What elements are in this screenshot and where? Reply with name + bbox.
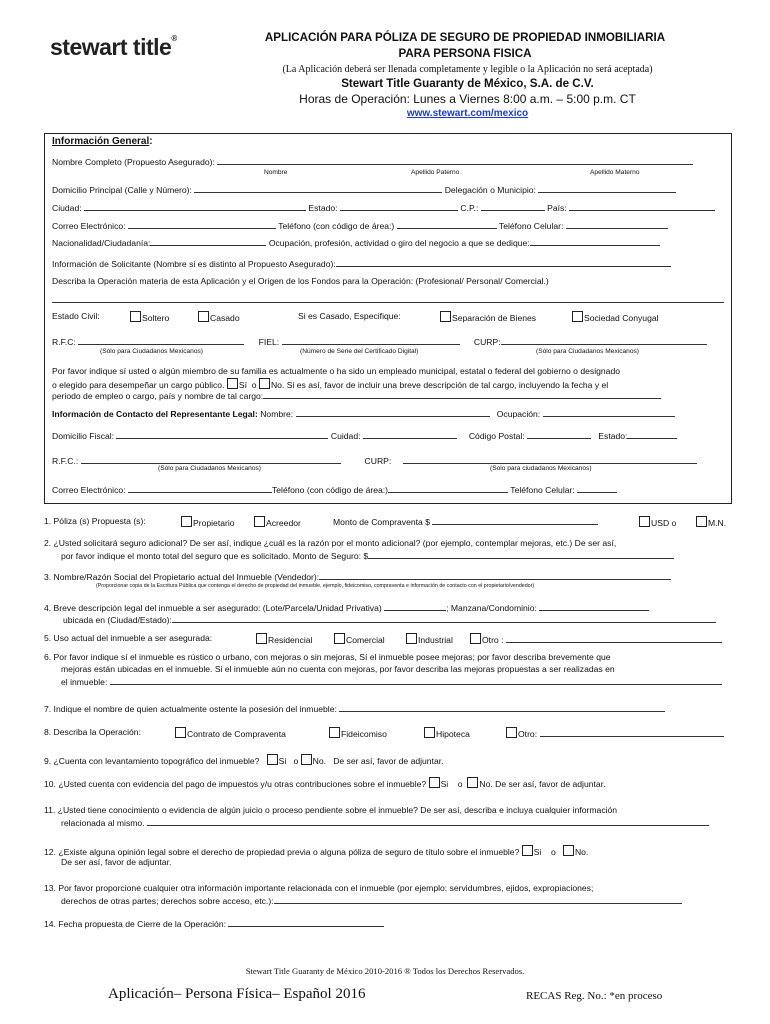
operation-origin-field[interactable]	[52, 294, 724, 303]
question-10: 10. ¿Usted cuenta con evidencia del pago de impuestos y/u otras contribuciones sobre el inmueble? Si o No. De ser así, favor de adjuntar.	[44, 779, 606, 789]
applicant-row: Información de Solicitante (Nombre si es distinto al Propuesto Asegurado):	[52, 258, 671, 269]
separacion-checkbox[interactable]	[440, 311, 451, 322]
question-2-line2: por favor indique el monto total del seguro que es solicitado. Monto de Seguro: $	[61, 550, 674, 561]
question-2-line1: 2. ¿Usted solicitará seguro adicional? De ser así, indique ¿cuál es la razón por el monto adicional? (por ejemplo, contemplar mejoras, etc.) De ser así,	[44, 538, 617, 548]
operation-origin-label: Describa la Operación materia de esta Aplicación y el Origen de los Fondos para la Operación: (Profesional/ Personal/ Comercial.)	[52, 276, 549, 286]
city-row: Ciudad: Estado: C.P.: País:	[52, 202, 715, 213]
fiscal-address-field[interactable]	[116, 430, 328, 439]
rep-row: Información de Contacto del Representante Legal: Nombre: Ocupación:	[52, 408, 675, 419]
mn-checkbox[interactable]	[696, 516, 707, 527]
rep-city-field[interactable]	[363, 430, 457, 439]
contrato-checkbox[interactable]	[175, 727, 186, 738]
impuestos-no-checkbox[interactable]	[467, 777, 478, 788]
occupation-field[interactable]	[530, 237, 660, 246]
rep-occupation-field[interactable]	[543, 408, 675, 417]
company-name: Stewart Title Guaranty de México, S.A. de C.V.	[341, 77, 594, 90]
rep-email-field[interactable]	[128, 484, 272, 493]
propietario-checkbox[interactable]	[181, 516, 192, 527]
question-3-note: (Proporcionar copia de la Escritura Pública que contenga el derecho de propiedad del inmueble, ejemplo, fideicomiso, compraventa e información de contacto con el propietario/vendedor)	[96, 583, 535, 589]
industrial-checkbox[interactable]	[406, 633, 417, 644]
question-9: 9. ¿Cuenta con levantamiento topográfico del inmueble? Si o No. De ser así, favor de adjuntar.	[44, 756, 444, 766]
mejoras-field[interactable]	[110, 676, 722, 685]
question-11-line2: relacionada al mismo.	[61, 817, 709, 828]
sociedad-checkbox[interactable]	[572, 311, 583, 322]
phone-field[interactable]	[397, 220, 497, 229]
stewart-title-logo: stewart title®	[50, 34, 177, 60]
otra-info-field[interactable]	[274, 895, 682, 904]
rep-state-field[interactable]	[627, 430, 677, 439]
rep-id-row: R.F.C.: CURP:	[52, 455, 697, 466]
pep-line2: o elegido para desempeñar un cargo público. Sí o No. Si es así, favor de incluir una breve descripción de tal cargo, incluyendo la fecha y el	[52, 380, 609, 390]
comercial-checkbox[interactable]	[334, 633, 345, 644]
form-title-line1: APLICACIÓN PARA PÓLIZA DE SEGURO DE PROPIEDAD INMOBILIARIA	[264, 31, 666, 44]
opinion-si-checkbox[interactable]	[522, 845, 533, 856]
curp-note: (Sólo para Ciudadanos Mexicanos)	[536, 348, 639, 355]
opinion-no-checkbox[interactable]	[563, 845, 574, 856]
footer-recas: RECAS Reg. No.: *en proceso	[526, 990, 663, 1002]
rep-name-field[interactable]	[296, 408, 490, 417]
juicio-field[interactable]	[147, 817, 709, 826]
rep-curp-field[interactable]	[403, 455, 697, 464]
sub-label-materno: Apellido Materno	[590, 169, 640, 176]
question-6-line3: el inmueble:	[61, 676, 722, 687]
question-6-line1: 6. Por favor indique sí el inmueble es rústico o urbano, con mejoras o sin mejoras, Sí el inmueble posee mejoras; por favor describa brevemente que	[44, 652, 611, 662]
curp-field[interactable]	[501, 336, 707, 345]
monto-compraventa-field[interactable]	[432, 516, 598, 525]
topografico-si-checkbox[interactable]	[267, 754, 278, 765]
email-field[interactable]	[128, 220, 276, 229]
rep-phone-field[interactable]	[388, 484, 508, 493]
full-name-row: Nombre Completo (Propuesto Asegurado):	[52, 156, 693, 167]
form-note: (La Aplicación deberá ser llenada completamente y legible o la Aplicación no será aceptada)	[282, 64, 653, 75]
question-5: 5. Uso actual del inmueble a ser asegurada: Residencial Comercial Industrial Otro :	[44, 633, 212, 643]
rep-cp-field[interactable]	[527, 430, 591, 439]
question-4-line1: 4. Breve descripción legal del inmueble a ser asegurado: (Lote/Parcela/Unidad Privativa) ; Manzana/Condominio:	[44, 602, 649, 613]
ubicacion-field[interactable]	[172, 614, 716, 623]
municipio-field[interactable]	[538, 184, 676, 193]
acreedor-checkbox[interactable]	[254, 516, 265, 527]
pep-line3: periodo de empleo o cargo, país y nombre de tal cargo:	[52, 390, 661, 401]
question-6-line2: mejoras están ubicadas en el inmueble. Si el inmueble aún no cuenta con mejoras, por favor describa las mejoras propuestas a ser realizadas en	[61, 664, 615, 674]
otro-operacion-field[interactable]	[540, 728, 724, 737]
question-1: 1. Póliza (s) Propuesta (s): Propietario Acreedor Monto de Compraventa $ USD o M.N.	[44, 516, 727, 528]
applicant-field[interactable]	[336, 258, 671, 267]
address-row: Domicilio Principal (Calle y Número): Delegación o Municipio:	[52, 184, 676, 195]
form-title-line2: PARA PERSONA FISICA	[398, 47, 532, 60]
residencial-checkbox[interactable]	[256, 633, 267, 644]
rep-rfc-field[interactable]	[81, 455, 341, 464]
question-3: 3. Nombre/Razón Social del Propietario actual del Inmueble (Vendedor):	[44, 571, 671, 582]
pep-si-checkbox[interactable]	[227, 378, 238, 389]
mobile-field[interactable]	[566, 220, 668, 229]
impuestos-si-checkbox[interactable]	[429, 777, 440, 788]
question-14: 14. Fecha propuesta de Cierre de la Operación:	[44, 918, 384, 929]
nationality-field[interactable]	[150, 237, 266, 246]
rfc-field[interactable]	[78, 336, 244, 345]
id-row: R.F.C: FIEL: CURP:	[52, 336, 707, 347]
usd-checkbox[interactable]	[639, 516, 650, 527]
posesion-field[interactable]	[339, 703, 665, 712]
hipoteca-checkbox[interactable]	[424, 727, 435, 738]
question-13-line2: derechos de otras partes; derechos sobre acceso, etc.):	[61, 895, 682, 906]
fiscal-row: Domicilio Fiscal: Cuidad: Código Postal: Estado:	[52, 430, 677, 441]
contact-row: Correo Electrónico: Teléfono (con código de área:) Teléfono Celular:	[52, 220, 668, 231]
marital-row: Estado Civil: Soltero Casado Si es Casado, Especifique: Separación de Bienes Sociedad Conyugal	[52, 311, 659, 323]
vendedor-field[interactable]	[319, 571, 671, 580]
lote-field[interactable]	[384, 602, 446, 611]
pep-no-checkbox[interactable]	[259, 378, 270, 389]
state-field[interactable]	[340, 202, 458, 211]
rep-curp-note: (Solo para ciudadanos Mexicanos)	[490, 465, 592, 472]
soltero-checkbox[interactable]	[130, 311, 141, 322]
sub-label-paterno: Apellido Paterno	[411, 169, 460, 176]
question-13-line1: 13. Por favor proporcione cualquier otra información importante relacionada con el inmueble (por ejemplo: servidumbres, ejidos, expropiaciones;	[44, 883, 594, 893]
question-4-line2: ubicada en (Ciudad/Estado):	[63, 614, 716, 625]
nationality-row: Nacionalidad/Ciudadanía: Ocupación, profesión, actividad o giro del negocio a que se dedique:	[52, 237, 660, 248]
operation-origin-line	[52, 294, 724, 305]
rep-contact-row: Correo Electrónico: Teléfono (con código de área:) Teléfono Celular:	[52, 484, 617, 495]
city-field[interactable]	[84, 202, 306, 211]
fecha-cierre-field[interactable]	[228, 918, 384, 927]
fiel-note: (Número de Serie del Certificado Digital)	[300, 348, 419, 355]
country-field[interactable]	[569, 202, 715, 211]
otro-uso-checkbox[interactable]	[470, 633, 481, 644]
monto-seguro-field[interactable]	[368, 550, 674, 559]
pep-line1: Por favor indique sí usted o algún miembro de su familia es actualmente o ha sido un empleado municipal, estatal o federal del gobierno o designado	[52, 366, 621, 376]
website-link[interactable]: www.stewart.com/mexico	[406, 108, 529, 119]
cp-field[interactable]	[481, 202, 545, 211]
rep-rfc-note: (Sólo para Ciudadanos Mexicanos)	[158, 465, 261, 472]
business-hours: Horas de Operación: Lunes a Viernes 8:00 a.m. – 5:00 p.m. CT	[299, 92, 636, 106]
casado-checkbox[interactable]	[198, 311, 209, 322]
question-12-line2: De ser así, favor de adjuntar.	[61, 857, 172, 867]
rep-mobile-field[interactable]	[577, 484, 617, 493]
question-8: 8. Describa la Operación: Contrato de Compraventa Fideicomiso Hipoteca Otro:	[44, 727, 141, 737]
topografico-no-checkbox[interactable]	[301, 754, 312, 765]
fiel-field[interactable]	[282, 336, 460, 345]
pep-field[interactable]	[263, 390, 661, 399]
footer-form-name: Aplicación– Persona Física– Español 2016	[108, 986, 366, 1002]
sub-label-nombre: Nombre	[264, 169, 288, 176]
footer-copyright: Stewart Title Guaranty de México 2010-2016 ® Todos los Derechos Reservados.	[245, 966, 525, 976]
address-field[interactable]	[194, 184, 442, 193]
question-7: 7. Indique el nombre de quien actualmente ostente la posesión del inmueble:	[44, 703, 665, 714]
otro-uso-field[interactable]	[506, 634, 722, 643]
section-general-info: Información General:	[52, 136, 153, 147]
question-11-line1: 11. ¿Usted tiene conocimiento o evidencia de algún juicio o proceso pendiente sobre el inmueble? De ser así, describa e incluya cualquier información	[44, 805, 618, 815]
otro-operacion-checkbox[interactable]	[506, 727, 517, 738]
manzana-field[interactable]	[539, 602, 649, 611]
full-name-field[interactable]	[217, 156, 693, 165]
question-12-line1: 12. ¿Existe alguna opinión legal sobre el derecho de propiedad previa o alguna póliza de seguro de título sobre el inmueble? Si o No.	[44, 847, 589, 857]
rfc-note: (Sólo para Ciudadanos Mexicanos)	[100, 348, 203, 355]
fideicomiso-checkbox[interactable]	[329, 727, 340, 738]
